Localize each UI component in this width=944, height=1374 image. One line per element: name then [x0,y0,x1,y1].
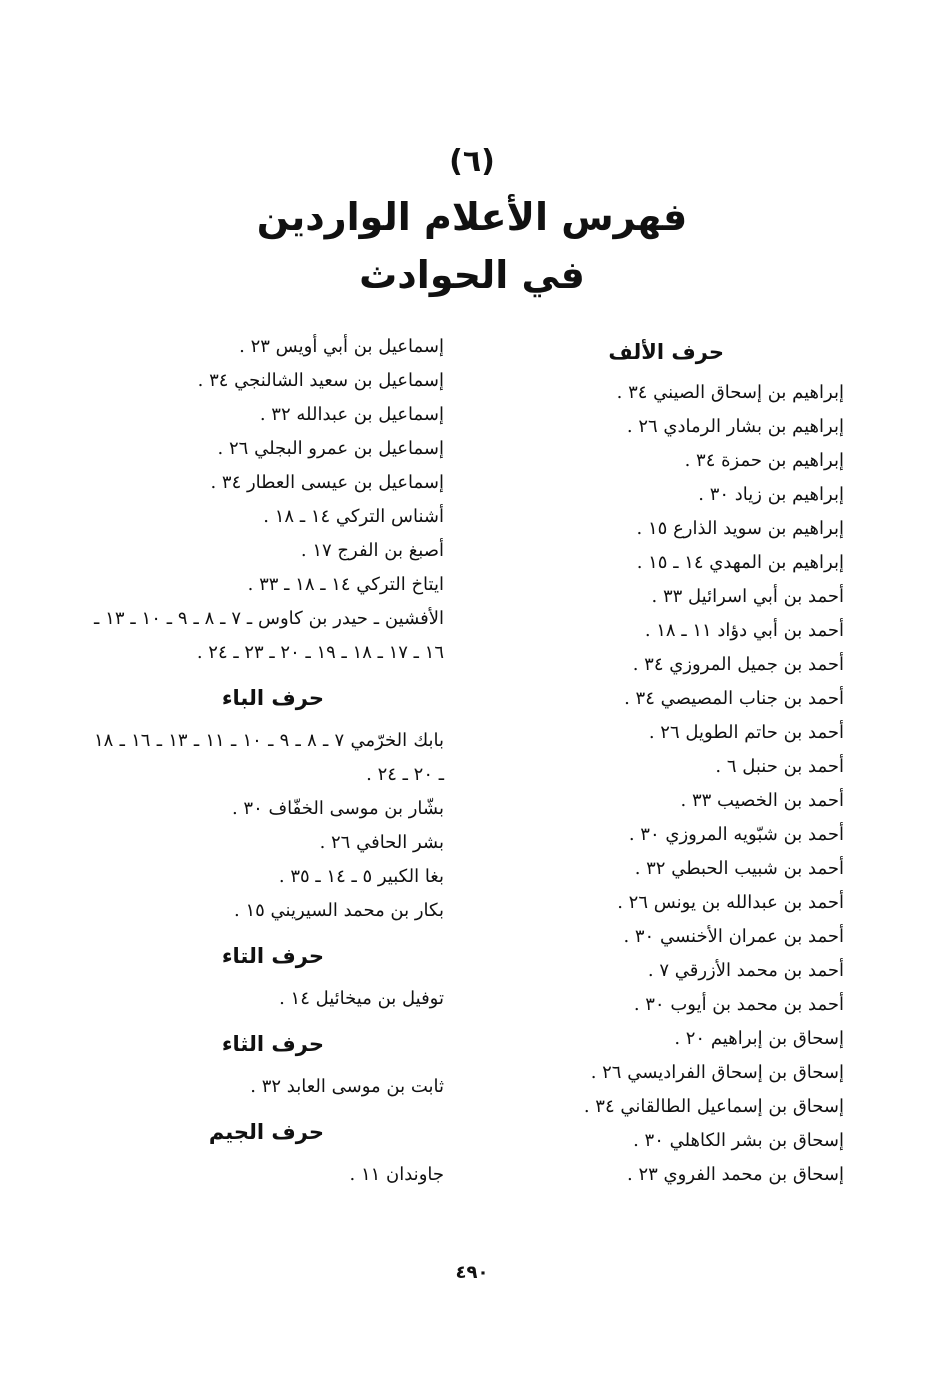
entry-list-alif [484,376,844,1192]
index-entry: أحمد بن حاتم الطويل ٢٦ . [648,722,844,743]
index-entry: إبراهيم بن سويد الذارع ١٥ . [636,518,844,539]
index-entry: إسماعيل بن عبدالله ٣٢ . [259,404,444,425]
index-entry: إسحاق بن إسماعيل الطالقاني ٣٤ . [583,1096,844,1117]
page-number: ٤٩٠ [455,1262,489,1283]
index-column-left [94,330,444,1192]
index-entry: أشناس التركي ١٤ ـ ١٨ . [263,506,444,527]
index-entry: أحمد بن محمد الأزرقي ٧ . [647,960,844,981]
index-entry: بغا الكبير ٥ ـ ١٤ ـ ٣٥ . [278,866,444,887]
letter-heading-ba: حرف الباء [221,686,324,710]
letter-heading-ta: حرف التاء [221,944,324,968]
index-entry: أحمد بن محمد بن أيوب ٣٠ . [633,994,844,1015]
index-entry: إبراهيم بن إسحاق الصيني ٣٤ . [616,382,844,403]
index-entry: إسماعيل بن سعيد الشالنجي ٣٤ . [197,370,444,391]
index-entry: بابك الخرّمي ٧ ـ ٨ ـ ٩ ـ ١٠ ـ ١١ ـ ١٣ ـ ١٦ ـ ١٨ ـ ٢٠ ـ ٢٤ . [94,730,445,785]
index-entry: أحمد بن أبي اسرائيل ٣٣ . [651,586,844,607]
index-heading [0,140,944,304]
letter-heading-alif: حرف الألف [608,340,724,364]
index-entry: بشّار بن موسى الخفّاف ٣٠ . [231,798,444,819]
index-entry: أحمد بن أبي دؤاد ١١ ـ ١٨ . [644,620,844,641]
index-entry: أحمد بن شبيب الحبطي ٣٢ . [634,858,844,879]
index-entry: بشر الحافي ٢٦ . [319,832,444,853]
index-entry: بكار بن محمد السيريني ١٥ . [234,900,444,921]
index-entry: أصبغ بن الفرج ١٧ . [300,540,444,561]
letter-heading-jim: حرف الجيم [208,1120,324,1144]
index-entry: إسماعيل بن أبي أويس ٢٣ . [239,336,444,357]
index-entry: إسحاق بن إسحاق الفراديسي ٢٦ . [590,1062,844,1083]
index-column-right [484,330,844,1192]
index-entry: أحمد بن شبّويه المروزي ٣٠ . [628,824,844,845]
index-entry: أحمد بن جناب المصيصي ٣٤ . [624,688,844,709]
entry-list-ta [94,982,444,1016]
index-entry: أحمد بن جميل المروزي ٣٤ . [632,654,844,675]
index-entry: إسحاق بن محمد الفروي ٢٣ . [627,1164,844,1185]
index-entry: أحمد بن حنبل ٦ . [715,756,844,777]
entry-list-ba [94,724,444,928]
index-entry: الأفشين ـ حيدر بن كاوس ـ ٧ ـ ٨ ـ ٩ ـ ١٠ ـ ١٣ ـ ١٦ ـ ١٧ ـ ١٨ ـ ١٩ ـ ٢٠ ـ ٢٣ ـ ٢٤ . [94,608,444,663]
index-entry: توفيل بن ميخائيل ١٤ . [279,988,444,1009]
entry-list-alif-continued [94,330,444,670]
letter-heading-tha: حرف الثاء [221,1032,324,1056]
index-entry: إبراهيم بن زياد ٣٠ . [698,484,844,505]
index-entry: أحمد بن عمران الأخنسي ٣٠ . [623,926,844,947]
index-entry: ايتاخ التركي ١٤ ـ ١٨ ـ ٣٣ . [247,574,444,595]
page-subtitle: في الحوادث [359,253,585,297]
index-entry: إبراهيم بن المهدي ١٤ ـ ١٥ . [636,552,844,573]
index-entry: أحمد بن عبدالله بن يونس ٢٦ . [617,892,844,913]
index-entry: إسحاق بن بشر الكاهلي ٣٠ . [633,1130,844,1151]
index-entry: ثابت بن موسى العابد ٣٢ . [250,1076,444,1097]
entry-list-tha [94,1070,444,1104]
index-entry: إسحاق بن إبراهيم ٢٠ . [674,1028,844,1049]
index-entry: إسماعيل بن عمرو البجلي ٢٦ . [217,438,444,459]
page-title: فهرس الأعلام الواردين [256,195,688,239]
index-entry: جاوندان ١١ . [349,1164,444,1185]
section-number: (٦) [449,144,495,179]
index-entry: إسماعيل بن عيسى العطار ٣٤ . [210,472,444,493]
index-entry: إبراهيم بن حمزة ٣٤ . [684,450,844,471]
index-entry: أحمد بن الخصيب ٣٣ . [680,790,844,811]
index-entry: إبراهيم بن بشار الرمادي ٢٦ . [626,416,844,437]
entry-list-jim [94,1158,444,1192]
